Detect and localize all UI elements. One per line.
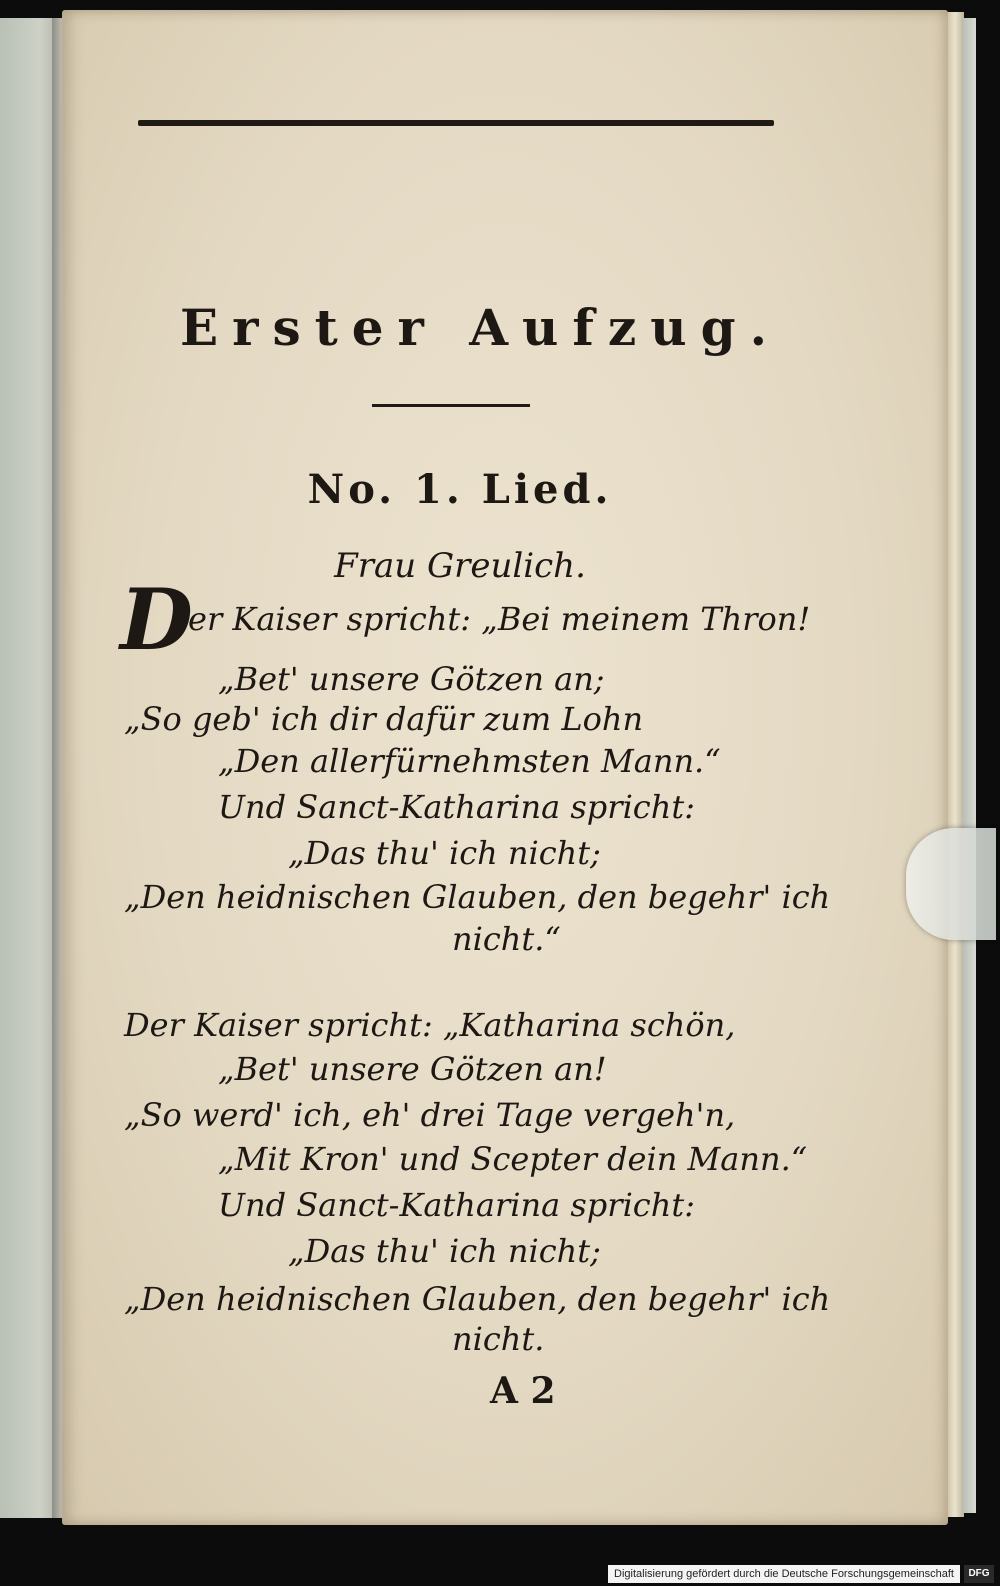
dfg-logo: DFG <box>964 1565 994 1583</box>
drop-capital: D <box>120 570 193 669</box>
verse-line: „So geb' ich dir dafür zum Lohn <box>124 700 644 738</box>
song-title: No. 1. Lied. <box>307 466 613 513</box>
verse-line: Der Kaiser spricht: „Katharina schön, <box>124 1006 736 1044</box>
act-heading: Erster Aufzug. <box>180 298 782 357</box>
signature-mark: A 2 <box>490 1370 556 1412</box>
verse-line: „Den heidnischen Glauben, den begehr' ich <box>124 878 831 916</box>
verse-line: Und Sanct-Katharina spricht: <box>218 788 695 826</box>
verse-line: „Den heidnischen Glauben, den begehr' ich <box>124 1280 831 1318</box>
verse-line: „Das thu' ich nicht; <box>288 834 601 872</box>
verse-line: nicht. <box>452 1320 545 1358</box>
verse-line: „Das thu' ich nicht; <box>288 1232 601 1270</box>
verse-line: Und Sanct-Katharina spricht: <box>218 1186 695 1224</box>
top-rule <box>138 120 774 126</box>
book-cover-edge <box>962 18 976 1513</box>
verse-line: „Den allerfürnehmsten Mann.“ <box>218 742 721 780</box>
verse-line: „So werd' ich, eh' drei Tage vergeh'n, <box>124 1096 736 1134</box>
verse-line: „Mit Kron' und Scepter dein Mann.“ <box>218 1140 808 1178</box>
verse-line: „Bet' unsere Götzen an! <box>218 1050 607 1088</box>
heading-rule <box>372 404 530 407</box>
speaker-name: Frau Greulich. <box>334 546 586 586</box>
verse-line: „Bet' unsere Götzen an; <box>218 660 605 698</box>
verse-line: er Kaiser spricht: „Bei meinem Thron! <box>188 600 811 638</box>
digitization-credit: Digitalisierung gefördert durch die Deutsche Forschungsgemeinschaft <box>608 1565 960 1583</box>
verse-line: nicht.“ <box>452 920 561 958</box>
page-clip <box>906 828 996 940</box>
